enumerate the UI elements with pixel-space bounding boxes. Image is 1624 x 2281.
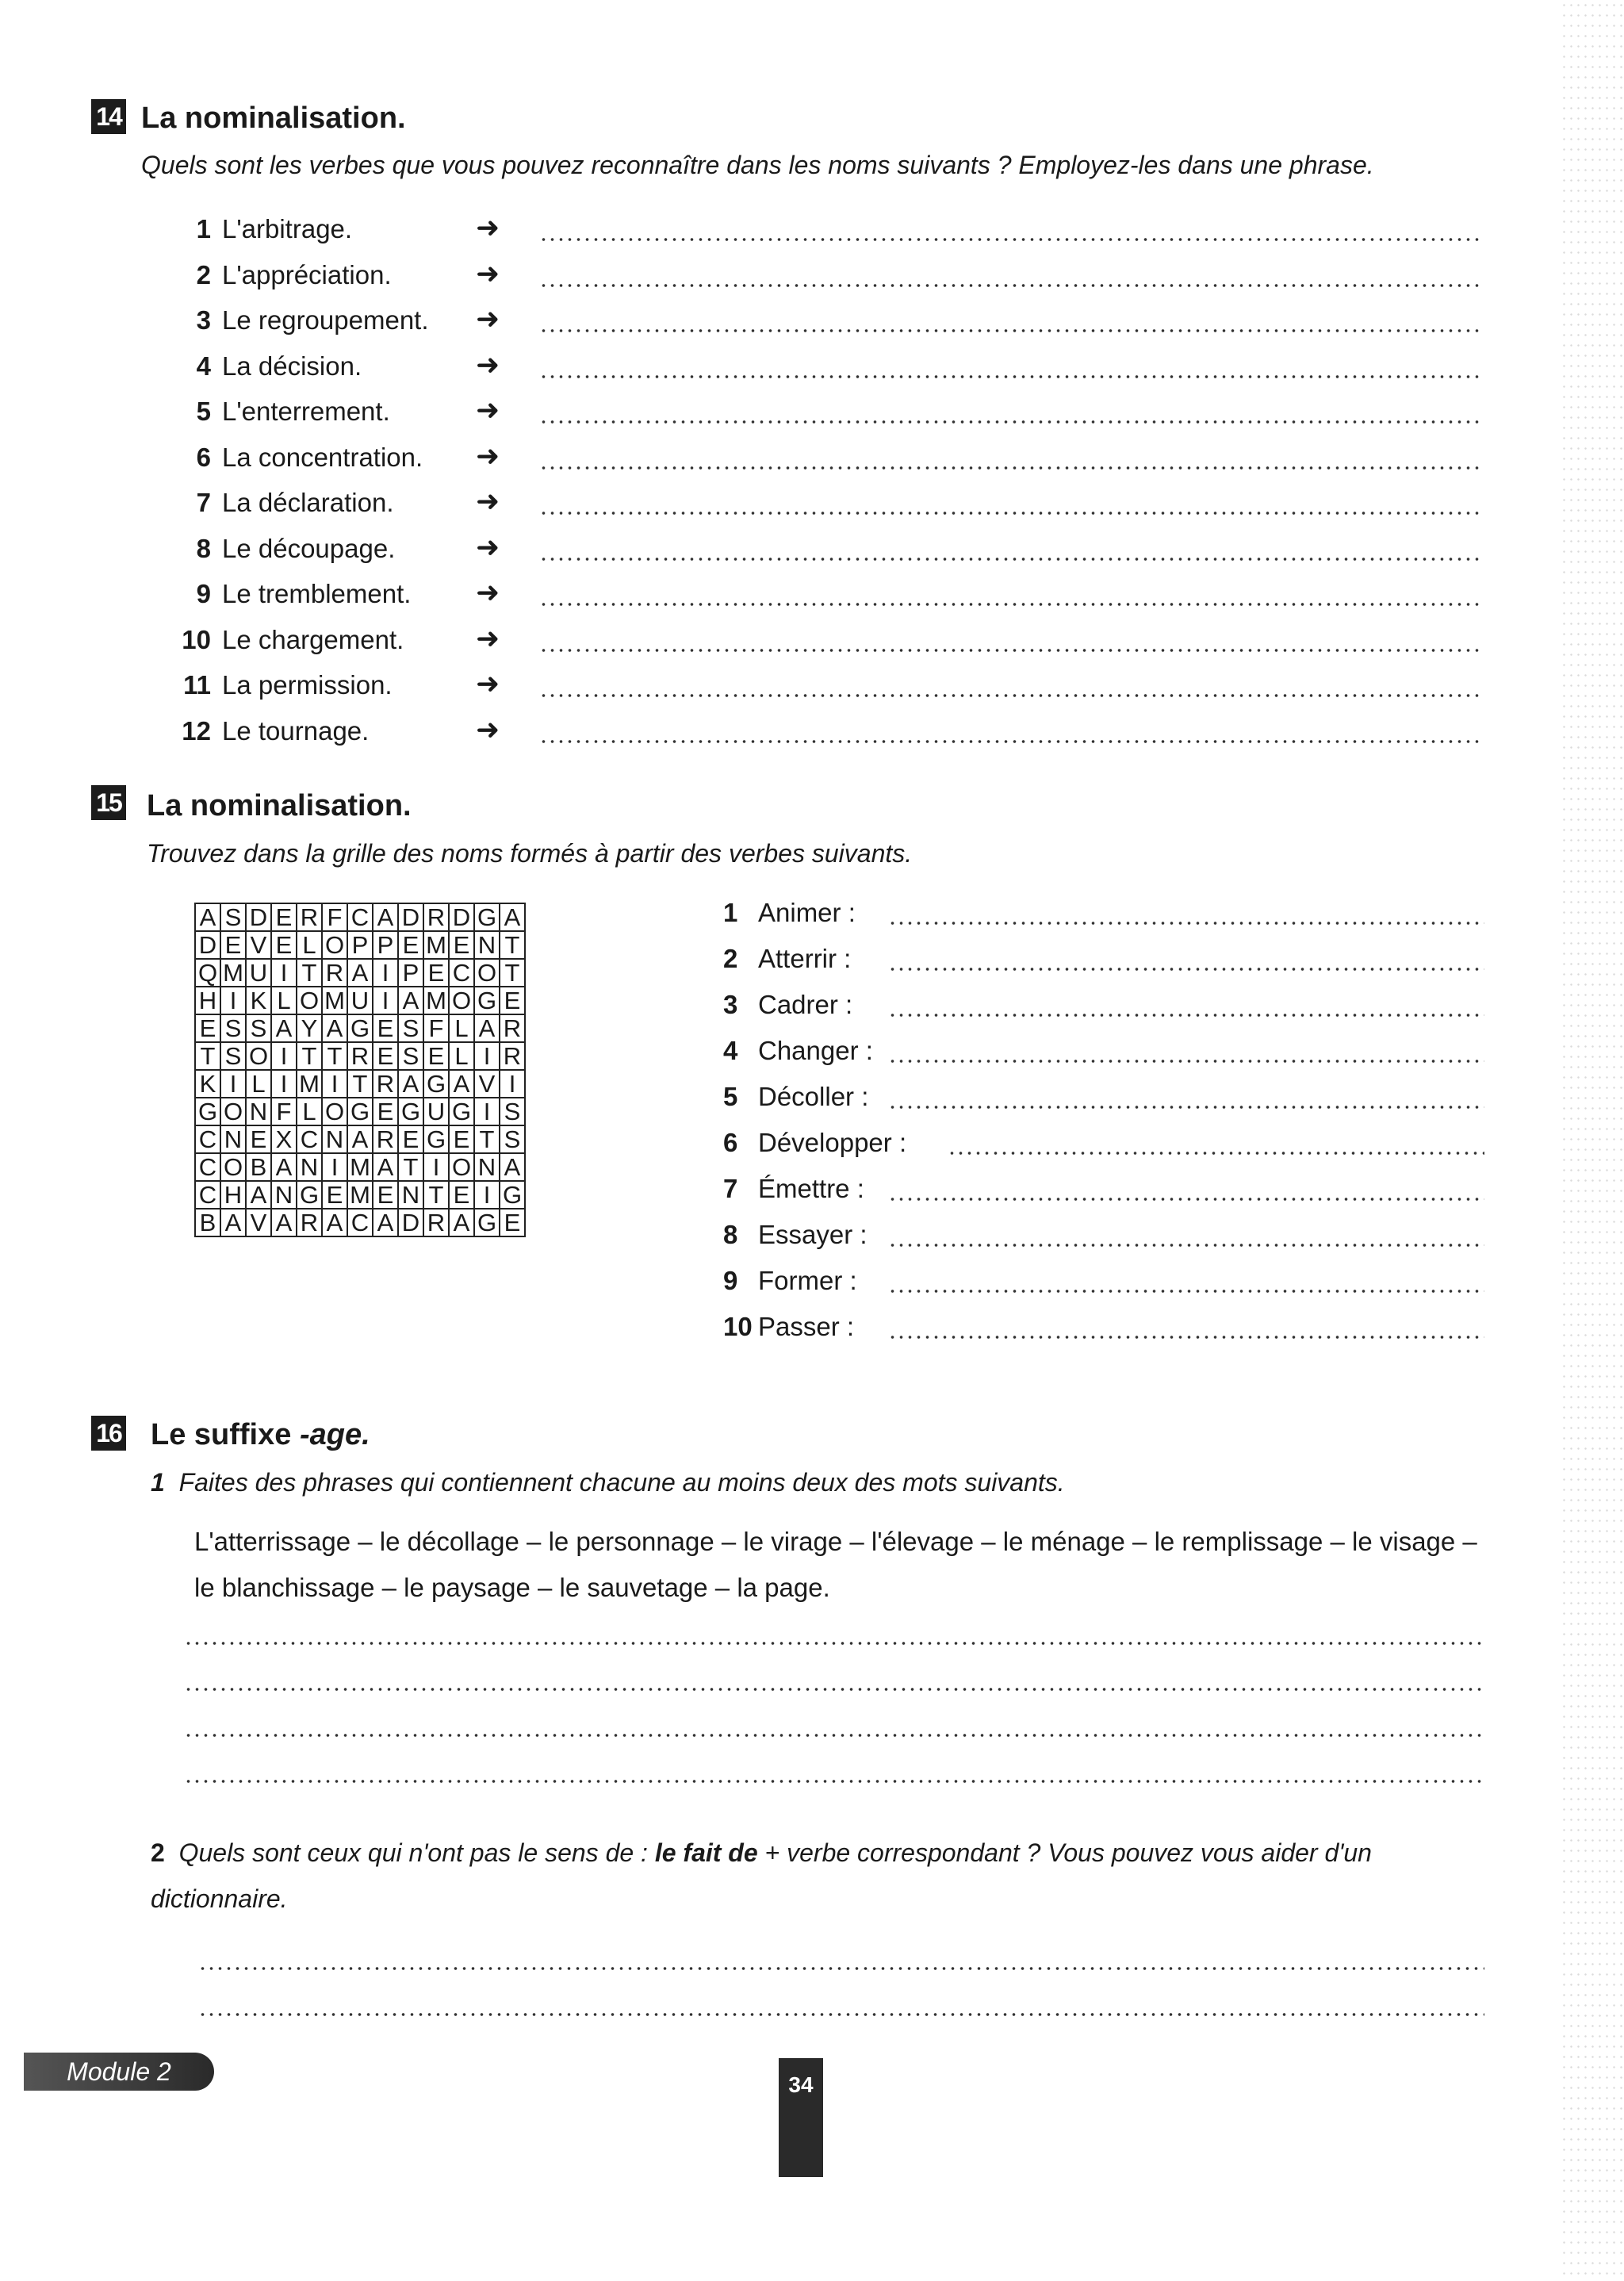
grid-cell[interactable]: I [271, 1070, 297, 1098]
grid-cell[interactable]: H [195, 987, 220, 1014]
grid-cell[interactable]: S [220, 1014, 246, 1042]
answer-line[interactable] [539, 740, 1483, 743]
answer-line[interactable] [184, 1780, 1484, 1783]
grid-cell[interactable]: T [297, 1042, 322, 1070]
item-number: 2 [196, 259, 211, 289]
grid-cell[interactable]: I [322, 1153, 347, 1181]
clue-number: 4 [723, 1036, 738, 1065]
exercise-14-item [174, 214, 492, 260]
arrow-icon: ➜ [476, 485, 500, 517]
grid-cell[interactable]: E [449, 1125, 474, 1153]
grid-cell[interactable]: C [195, 1125, 220, 1153]
answer-line[interactable] [888, 1014, 1484, 1017]
answer-line[interactable] [539, 284, 1483, 287]
answer-line[interactable] [888, 922, 1484, 925]
grid-cell[interactable]: E [373, 1042, 398, 1070]
grid-cell[interactable]: O [246, 1042, 271, 1070]
grid-cell[interactable]: U [423, 1098, 449, 1125]
grid-cell[interactable]: N [322, 1125, 347, 1153]
grid-cell[interactable]: G [449, 1098, 474, 1125]
grid-cell[interactable]: S [398, 1042, 423, 1070]
arrow-icon: ➜ [476, 347, 500, 381]
grid-cell[interactable]: A [373, 1153, 398, 1181]
clue-item [723, 1312, 854, 1342]
exercise-number-14: 14 [91, 99, 126, 134]
q1-text: Faites des phrases qui contiennent chacune au moins deux des mots suivants. [178, 1468, 1065, 1497]
arrow-icon: ➜ [476, 712, 500, 746]
answer-line[interactable] [888, 1244, 1484, 1247]
item-text: L'appréciation. [222, 259, 392, 289]
grid-cell[interactable]: Y [297, 1014, 322, 1042]
grid-cell[interactable]: N [246, 1098, 271, 1125]
exercise-14-item [174, 625, 492, 671]
clue-item [723, 898, 856, 928]
grid-cell[interactable]: G [297, 1181, 322, 1209]
grid-cell[interactable]: C [195, 1181, 220, 1209]
grid-cell[interactable]: E [398, 1125, 423, 1153]
exercise-14-item [174, 305, 492, 351]
grid-cell[interactable]: P [373, 931, 398, 959]
grid-cell[interactable]: O [449, 987, 474, 1014]
grid-cell[interactable]: R [423, 1209, 449, 1236]
answer-line[interactable] [184, 1734, 1484, 1737]
grid-cell[interactable]: P [398, 959, 423, 987]
arrow-icon: ➜ [476, 576, 500, 608]
grid-cell[interactable]: E [423, 959, 449, 987]
grid-cell[interactable]: E [373, 1181, 398, 1209]
grid-cell[interactable]: O [220, 1153, 246, 1181]
clue-text: Passer : [758, 1312, 855, 1341]
clue-text: Émettre : [758, 1174, 864, 1203]
clue-number: 1 [723, 898, 738, 927]
grid-cell[interactable]: A [271, 1014, 297, 1042]
grid-cell[interactable]: A [398, 1070, 423, 1098]
grid-cell[interactable]: D [195, 931, 220, 959]
grid-cell[interactable]: S [398, 1014, 423, 1042]
grid-cell[interactable]: A [322, 1014, 347, 1042]
clue-item [723, 944, 851, 974]
grid-cell[interactable]: E [500, 987, 525, 1014]
grid-cell[interactable]: A [474, 1014, 500, 1042]
grid-cell[interactable]: A [500, 1153, 525, 1181]
grid-row [195, 1125, 525, 1153]
grid-cell[interactable]: L [246, 1070, 271, 1098]
item-number: 11 [183, 670, 211, 700]
grid-cell[interactable]: M [297, 1070, 322, 1098]
grid-row [195, 1209, 525, 1236]
exercise-16-word-list: L'atterrissage – le décollage – le personnage – le virage – l'élevage – le ménage – le remplissage – le visage – le blanchissage – le paysage – le sauvetage – la page. [194, 1527, 1477, 1602]
item-number: 5 [196, 397, 211, 426]
module-tab: Module 2 [24, 2053, 214, 2091]
grid-cell[interactable]: N [398, 1181, 423, 1209]
q2-text-b: le fait de [654, 1838, 758, 1867]
grid-cell[interactable]: P [347, 931, 373, 959]
arrow-icon: ➜ [476, 667, 500, 700]
grid-cell[interactable]: I [220, 1070, 246, 1098]
grid-cell[interactable]: D [449, 903, 474, 931]
answer-line[interactable] [539, 329, 1483, 332]
grid-row [195, 1070, 525, 1098]
item-text: La concentration. [222, 442, 423, 472]
scan-noise [1561, 0, 1624, 2281]
grid-cell[interactable]: C [449, 959, 474, 987]
clue-text: Essayer : [758, 1220, 868, 1249]
clue-number: 9 [723, 1266, 738, 1295]
grid-cell[interactable]: R [423, 903, 449, 931]
grid-cell[interactable]: V [474, 1070, 500, 1098]
clue-item [723, 1174, 864, 1204]
grid-cell[interactable]: L [449, 1042, 474, 1070]
answer-line[interactable] [539, 694, 1483, 697]
grid-cell[interactable]: T [322, 1042, 347, 1070]
arrow-icon: ➜ [476, 439, 500, 472]
item-number: 12 [182, 715, 211, 746]
exercise-14-item [174, 670, 492, 716]
grid-cell[interactable]: S [220, 903, 246, 931]
grid-cell[interactable]: F [322, 903, 347, 931]
clue-text: Cadrer : [758, 990, 853, 1019]
grid-row [195, 1014, 525, 1042]
grid-cell[interactable]: I [423, 1153, 449, 1181]
grid-cell[interactable]: T [423, 1181, 449, 1209]
item-text: La déclaration. [222, 488, 394, 517]
arrow-icon: ➜ [476, 393, 500, 426]
grid-cell[interactable]: N [297, 1153, 322, 1181]
q1-number: 1 [151, 1468, 165, 1497]
grid-cell[interactable]: D [246, 903, 271, 931]
answer-line[interactable] [539, 603, 1483, 606]
exercise-16-number: 16 [96, 1419, 121, 1447]
exercise-15-title: La nominalisation. [147, 789, 412, 822]
grid-cell[interactable]: V [246, 1209, 271, 1236]
grid-cell[interactable]: I [373, 959, 398, 987]
clue-text: Développer : [758, 1128, 907, 1157]
grid-cell[interactable]: A [347, 1125, 373, 1153]
item-number: 7 [196, 488, 211, 517]
grid-cell[interactable]: D [398, 903, 423, 931]
grid-cell[interactable]: I [474, 1042, 500, 1070]
item-number: 8 [196, 533, 211, 563]
clue-number: 5 [723, 1082, 738, 1111]
answer-line[interactable] [539, 420, 1483, 424]
grid-cell[interactable]: T [474, 1125, 500, 1153]
item-text: Le découpage. [222, 533, 396, 563]
grid-cell[interactable]: A [322, 1209, 347, 1236]
grid-row [195, 931, 525, 959]
grid-cell[interactable]: I [271, 959, 297, 987]
grid-cell[interactable]: A [220, 1209, 246, 1236]
grid-cell[interactable]: O [220, 1098, 246, 1125]
grid-cell[interactable]: G [423, 1125, 449, 1153]
grid-cell[interactable]: G [474, 987, 500, 1014]
arrow-icon: ➜ [476, 530, 500, 563]
clue-number: 3 [723, 990, 738, 1019]
arrow-icon: ➜ [476, 621, 500, 654]
grid-cell[interactable]: L [449, 1014, 474, 1042]
grid-cell[interactable]: M [322, 987, 347, 1014]
grid-cell[interactable]: D [398, 1209, 423, 1236]
item-number: 10 [182, 624, 211, 654]
clue-item [723, 1082, 868, 1112]
exercise-14-item [174, 260, 492, 306]
grid-cell[interactable]: L [271, 987, 297, 1014]
grid-cell[interactable]: O [449, 1153, 474, 1181]
answer-line[interactable] [539, 558, 1483, 561]
grid-cell[interactable]: E [423, 1042, 449, 1070]
answer-line[interactable] [948, 1152, 1484, 1155]
grid-cell[interactable]: E [373, 1014, 398, 1042]
word-search-grid [194, 903, 526, 1237]
answer-line[interactable] [539, 512, 1483, 515]
item-text: La décision. [222, 351, 362, 381]
grid-cell[interactable]: T [195, 1042, 220, 1070]
clue-text: Changer : [758, 1036, 873, 1065]
grid-cell[interactable]: E [398, 931, 423, 959]
grid-cell[interactable]: A [347, 959, 373, 987]
grid-cell[interactable]: E [220, 931, 246, 959]
grid-cell[interactable]: G [347, 1014, 373, 1042]
grid-cell[interactable]: E [271, 931, 297, 959]
grid-cell[interactable]: E [195, 1014, 220, 1042]
grid-cell[interactable]: O [322, 931, 347, 959]
grid-cell[interactable]: A [195, 903, 220, 931]
grid-cell[interactable]: M [423, 931, 449, 959]
item-number: 3 [196, 305, 211, 335]
arrow-icon: ➜ [476, 302, 500, 335]
grid-cell[interactable]: X [271, 1125, 297, 1153]
grid-row [195, 987, 525, 1014]
grid-cell[interactable]: U [246, 959, 271, 987]
grid-cell[interactable]: Q [195, 959, 220, 987]
grid-cell[interactable]: L [297, 931, 322, 959]
q2-number: 2 [151, 1838, 165, 1867]
grid-cell[interactable]: C [195, 1153, 220, 1181]
arrow-icon: ➜ [476, 211, 500, 243]
grid-cell[interactable]: F [271, 1098, 297, 1125]
grid-cell[interactable]: U [347, 987, 373, 1014]
clue-item [723, 1036, 873, 1066]
grid-cell[interactable]: O [322, 1098, 347, 1125]
grid-cell[interactable]: T [398, 1153, 423, 1181]
grid-cell[interactable]: G [474, 1209, 500, 1236]
answer-line[interactable] [184, 1642, 1484, 1645]
grid-cell[interactable]: A [373, 1209, 398, 1236]
grid-cell[interactable]: A [449, 1209, 474, 1236]
exercise-14-title: La nominalisation. [141, 102, 406, 135]
exercise-14-item [174, 443, 492, 489]
grid-cell[interactable]: G [195, 1098, 220, 1125]
grid-cell[interactable]: I [220, 987, 246, 1014]
grid-cell[interactable]: S [500, 1125, 525, 1153]
answer-line[interactable] [184, 1688, 1484, 1691]
exercise-14-item [174, 716, 492, 762]
clue-item [723, 1266, 857, 1296]
answer-line[interactable] [539, 238, 1483, 241]
grid-cell[interactable]: G [398, 1098, 423, 1125]
grid-cell[interactable]: R [322, 959, 347, 987]
grid-cell[interactable]: E [373, 1098, 398, 1125]
exercise-14-item [174, 579, 492, 625]
grid-cell[interactable]: E [449, 1181, 474, 1209]
grid-cell[interactable]: M [423, 987, 449, 1014]
grid-cell[interactable]: C [297, 1125, 322, 1153]
grid-cell[interactable]: T [500, 931, 525, 959]
exercise-16-question-2 [151, 1830, 1483, 1922]
exercise-16-question-1 [151, 1459, 1483, 1505]
grid-cell[interactable]: A [449, 1070, 474, 1098]
grid-cell[interactable]: A [271, 1153, 297, 1181]
grid-cell[interactable]: I [474, 1181, 500, 1209]
grid-cell[interactable]: T [500, 959, 525, 987]
grid-cell[interactable]: S [220, 1042, 246, 1070]
grid-cell[interactable]: G [500, 1181, 525, 1209]
grid-cell[interactable]: H [220, 1181, 246, 1209]
grid-cell[interactable]: N [474, 931, 500, 959]
item-text: Le chargement. [222, 624, 404, 654]
grid-cell[interactable]: A [246, 1181, 271, 1209]
clue-number: 2 [723, 944, 738, 973]
answer-line[interactable] [888, 1106, 1484, 1109]
grid-cell[interactable]: O [297, 987, 322, 1014]
grid-row [195, 1153, 525, 1181]
grid-cell[interactable]: C [347, 903, 373, 931]
answer-line[interactable] [888, 1290, 1484, 1293]
grid-cell[interactable]: R [297, 1209, 322, 1236]
exercise-14-item [174, 488, 492, 534]
clue-item [723, 990, 852, 1020]
grid-cell[interactable]: R [347, 1042, 373, 1070]
grid-cell[interactable]: I [271, 1042, 297, 1070]
clue-number: 7 [723, 1174, 738, 1203]
grid-cell[interactable]: S [500, 1098, 525, 1125]
answer-line[interactable] [888, 968, 1484, 971]
item-text: Le tournage. [222, 715, 370, 746]
item-text: L'arbitrage. [222, 214, 353, 243]
page-number: 34 [779, 2058, 823, 2177]
grid-row [195, 1181, 525, 1209]
clue-text: Décoller : [758, 1082, 869, 1111]
grid-cell[interactable]: E [449, 931, 474, 959]
grid-cell[interactable]: I [373, 987, 398, 1014]
grid-cell[interactable]: B [195, 1209, 220, 1236]
answer-line[interactable] [539, 466, 1483, 470]
grid-cell[interactable]: F [423, 1014, 449, 1042]
grid-cell[interactable]: G [474, 903, 500, 931]
item-number: 6 [196, 442, 211, 472]
grid-row [195, 959, 525, 987]
grid-cell[interactable]: N [474, 1153, 500, 1181]
grid-cell[interactable]: S [246, 1014, 271, 1042]
exercise-14-item [174, 351, 492, 397]
grid-cell[interactable]: E [500, 1209, 525, 1236]
grid-cell[interactable]: M [220, 959, 246, 987]
clue-number: 8 [723, 1220, 738, 1249]
grid-cell[interactable]: C [347, 1209, 373, 1236]
grid-cell[interactable]: A [398, 987, 423, 1014]
grid-cell[interactable]: R [500, 1042, 525, 1070]
item-text: L'enterrement. [222, 397, 390, 426]
exercise-14-instruction: Quels sont les verbes que vous pouvez reconnaître dans les noms suivants ? Employez-les dans une phrase. [141, 151, 1374, 179]
grid-cell[interactable]: N [271, 1181, 297, 1209]
answer-line[interactable] [539, 375, 1483, 378]
clue-item [723, 1128, 906, 1158]
grid-cell[interactable]: R [373, 1070, 398, 1098]
answer-line[interactable] [198, 1967, 1484, 1970]
grid-row [195, 1098, 525, 1125]
answer-line[interactable] [539, 649, 1483, 652]
grid-cell[interactable]: E [271, 903, 297, 931]
exercise-16-title [151, 1418, 370, 1452]
grid-row [195, 903, 525, 931]
exercise-number-15: 15 [91, 785, 126, 820]
grid-cell[interactable]: R [297, 903, 322, 931]
item-number: 1 [196, 214, 211, 243]
grid-cell[interactable]: L [297, 1098, 322, 1125]
q2-text-a: Quels sont ceux qui n'ont pas le sens de : [178, 1838, 655, 1867]
grid-cell[interactable]: G [347, 1098, 373, 1125]
grid-cell[interactable]: A [271, 1209, 297, 1236]
grid-cell[interactable]: I [322, 1070, 347, 1098]
exercise-14-item [174, 534, 492, 580]
grid-cell[interactable]: M [347, 1153, 373, 1181]
grid-cell[interactable]: R [373, 1125, 398, 1153]
exercise-number-16 [91, 1416, 126, 1451]
exercise-15-instruction: Trouvez dans la grille des noms formés à partir des verbes suivants. [147, 839, 913, 868]
item-text: La permission. [222, 670, 393, 700]
grid-cell[interactable]: K [195, 1070, 220, 1098]
grid-cell[interactable]: O [474, 959, 500, 987]
grid-cell[interactable]: T [297, 959, 322, 987]
grid-cell[interactable]: R [500, 1014, 525, 1042]
grid-cell[interactable]: A [373, 903, 398, 931]
item-number: 4 [196, 351, 211, 381]
grid-cell[interactable]: G [423, 1070, 449, 1098]
answer-line[interactable] [888, 1198, 1484, 1201]
clue-item [723, 1220, 868, 1250]
grid-cell[interactable]: E [246, 1125, 271, 1153]
grid-cell[interactable]: M [347, 1181, 373, 1209]
title-suffix: -age. [299, 1418, 370, 1451]
clue-text: Former : [758, 1266, 857, 1295]
item-text: Le regroupement. [222, 305, 429, 335]
answer-line[interactable] [888, 1336, 1484, 1339]
item-number: 9 [196, 579, 211, 608]
exercise-14-item [174, 397, 492, 443]
grid-cell[interactable]: I [500, 1070, 525, 1098]
clue-number: 6 [723, 1128, 738, 1157]
grid-cell[interactable]: E [322, 1181, 347, 1209]
answer-line[interactable] [198, 2013, 1484, 2016]
grid-cell[interactable]: V [246, 931, 271, 959]
grid-cell[interactable]: T [347, 1070, 373, 1098]
grid-cell[interactable]: N [220, 1125, 246, 1153]
answer-line[interactable] [888, 1060, 1484, 1063]
clue-number: 10 [723, 1312, 753, 1341]
grid-cell[interactable]: K [246, 987, 271, 1014]
title-prefix: Le suffixe [151, 1418, 300, 1451]
arrow-icon: ➜ [476, 256, 500, 289]
grid-cell[interactable]: B [246, 1153, 271, 1181]
grid-cell[interactable]: A [500, 903, 525, 931]
q2-text-c: + verbe correspondant ? Vous pouvez vous aider d'un dictionnaire. [151, 1838, 1372, 1913]
item-text: Le tremblement. [222, 579, 412, 608]
grid-cell[interactable]: I [474, 1098, 500, 1125]
clue-text: Animer : [758, 898, 856, 927]
grid-row [195, 1042, 525, 1070]
clue-text: Atterrir : [758, 944, 852, 973]
